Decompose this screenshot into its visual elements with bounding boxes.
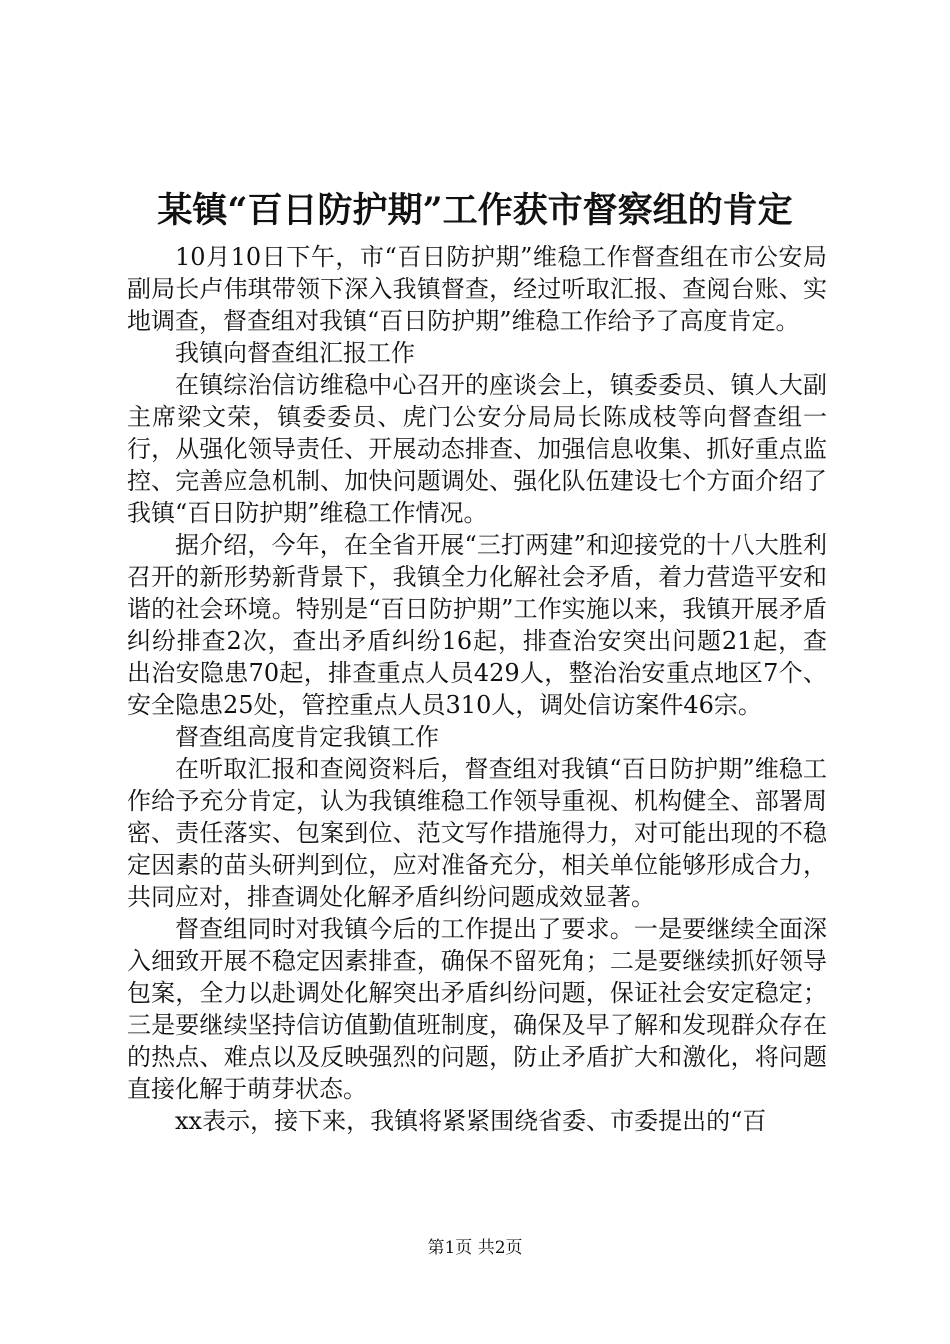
paragraph-statistics: 据介绍，今年，在全省开展“三打两建”和迎接党的十八大胜利召开的新形势新背景下，我镇全力化解社会矛盾，着力营造平安和谐的社会环境。特别是“百日防护期”工作实施以来，我镇开展矛盾纠纷排查2次，查出矛盾纠纷16起，排查治安突出问题21起，查出治安隐患70起，排查重点人员429人，整治治安重点地区7个、安全隐患25处，管控重点人员310人，调处信访案件46宗。 <box>127 531 827 719</box>
paragraph-meeting: 在镇综治信访维稳中心召开的座谈会上，镇委委员、镇人大副主席梁文荣，镇委委员、虎门公安分局局长陈成枝等向督查组一行，从强化领导责任、开展动态排查、加强信息收集、抓好重点监控、完善应急机制、加快问题调处、强化队伍建设七个方面介绍了我镇“百日防护期”维稳工作情况。 <box>127 371 827 527</box>
section-heading-affirmation: 督查组高度肯定我镇工作 <box>175 723 439 751</box>
paragraph-closing: xx表示，接下来，我镇将紧紧围绕省委、市委提出的“百 <box>175 1107 767 1135</box>
document-body <box>127 241 827 1137</box>
paragraph-intro: 10月10日下午，市“百日防护期”维稳工作督查组在市公安局副局长卢伟琪带领下深入我镇督查，经过听取汇报、查阅台账、实地调查，督查组对我镇“百日防护期”维稳工作给予了高度肯定。 <box>127 243 827 335</box>
document-title: 某镇“百日防护期”工作获市督察组的肯定 <box>157 190 793 231</box>
paragraph-affirmation: 在听取汇报和查阅资料后，督查组对我镇“百日防护期”维稳工作给予充分肯定，认为我镇维稳工作领导重视、机构健全、部署周密、责任落实、包案到位、范文写作措施得力，对可能出现的不稳定因素的苗头研判到位，应对准备充分，相关单位能够形成合力，共同应对，排查调处化解矛盾纠纷问题成效显著。 <box>127 755 827 911</box>
paragraph-requirements: 督查组同时对我镇今后的工作提出了要求。一是要继续全面深入细致开展不稳定因素排查，确保不留死角；二是要继续抓好领导包案，全力以赴调处化解突出矛盾纠纷问题，保证社会安定稳定；三是要继续坚持信访值勤值班制度，确保及早了解和发现群众存在的热点、难点以及反映强烈的问题，防止矛盾扩大和激化，将问题直接化解于萌芽状态。 <box>127 915 827 1103</box>
section-heading-report: 我镇向督查组汇报工作 <box>175 339 415 367</box>
page-indicator: 第1页 共2页 <box>427 1238 523 1258</box>
